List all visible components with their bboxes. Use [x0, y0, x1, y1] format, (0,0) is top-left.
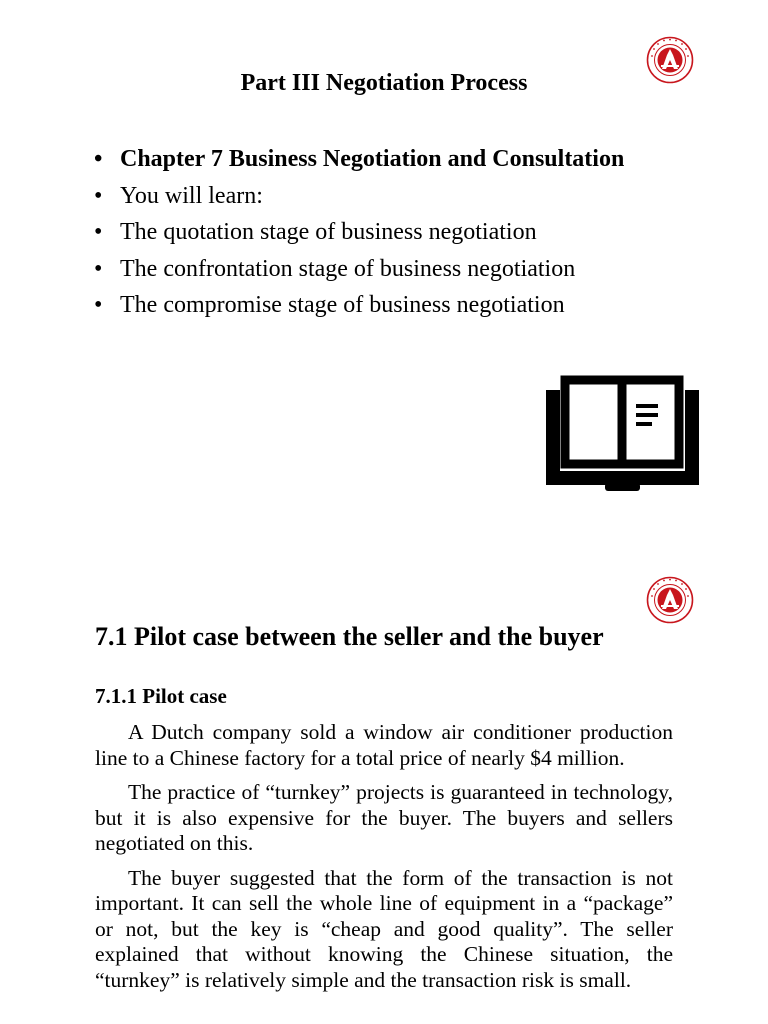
slide-title: Part III Negotiation Process	[240, 70, 528, 96]
bullet-quotation-stage	[94, 217, 624, 254]
subsection-heading: 7.1.1 Pilot case	[95, 684, 227, 708]
paragraph-2: The practice of “turnkey” projects is guaranteed in technology, but it is also expensive for the buyer. The buyers and sellers negotiated on this.	[95, 780, 673, 855]
open-book-icon	[540, 350, 705, 515]
bullet-marker: •	[94, 292, 103, 318]
paragraph-1: A Dutch company sold a window air conditioner production line to a Chinese factory for a total price of nearly $4 million.	[95, 720, 673, 770]
bullet-text: You will learn:	[120, 182, 263, 209]
case-body	[95, 720, 673, 1002]
learning-objectives-list	[94, 144, 624, 327]
bullet-chapter	[94, 144, 624, 181]
bullet-text: The quotation stage of business negotiation	[120, 219, 537, 245]
bullet-marker: •	[94, 146, 103, 172]
bullet-text: Chapter 7 Business Negotiation and Consultation	[120, 146, 625, 172]
section-heading: 7.1 Pilot case between the seller and the buyer	[95, 622, 604, 651]
bullet-text: The confrontation stage of business negotiation	[120, 255, 576, 282]
bullet-text: The compromise stage of business negotiation	[120, 292, 565, 318]
paragraph-3: The buyer suggested that the form of the transaction is not important. It can sell the whole line of equipment in a “package” or not, but the key is “cheap and good quality”. The seller explained that without knowing the Chinese situation, the “turnkey” is relatively simple and the transaction risk is small.	[95, 865, 673, 992]
bullet-compromise-stage	[94, 290, 624, 327]
bullet-confrontation-stage	[94, 254, 624, 291]
bullet-marker: •	[94, 182, 103, 209]
bullet-marker: •	[94, 219, 103, 245]
university-seal-logo	[646, 576, 694, 624]
bullet-marker: •	[94, 255, 103, 282]
bullet-you-will-learn	[94, 181, 624, 218]
